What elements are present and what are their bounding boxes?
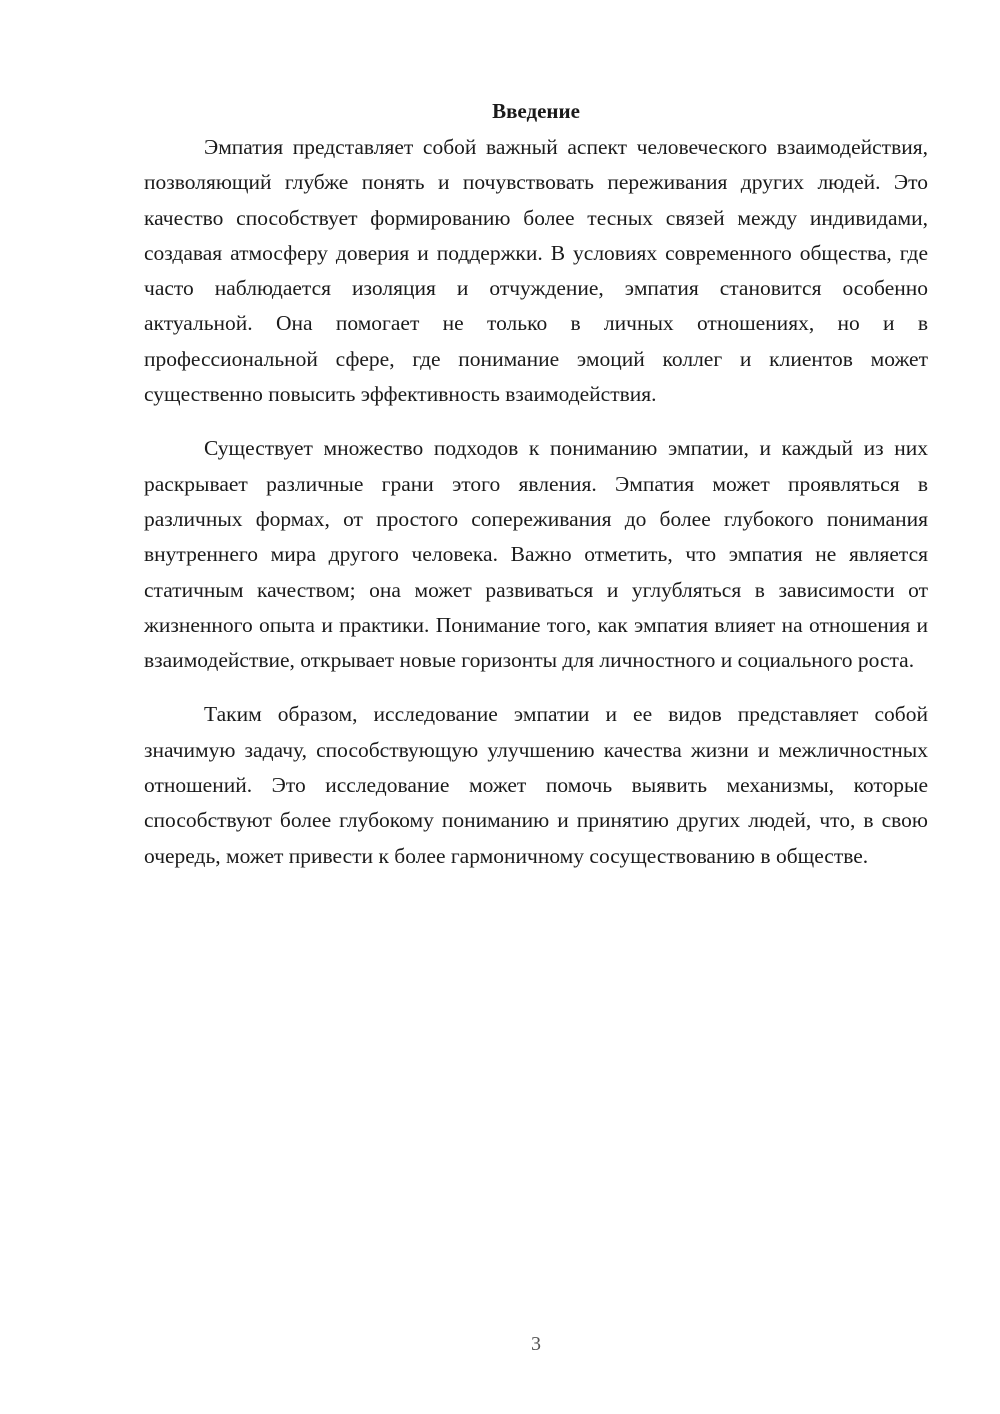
paragraph-3: Таким образом, исследование эмпатии и ее видов представляет собой значимую задачу, способствующую улучшению качества жизни и межличностных отношений. Это исследование может помочь выявить механизмы, которые способствуют более глубокому пониманию и принятию других людей, что, в свою очередь, может привести к более гармоничному сосуществованию в обществе. bbox=[144, 702, 928, 868]
section-heading: Введение bbox=[492, 99, 580, 123]
paragraph-1: Эмпатия представляет собой важный аспект человеческого взаимодействия, позволяющий глубже понять и почувствовать переживания других людей. Это качество способствует формированию более тесных связей между индивидами, создавая атмосферу доверия и поддержки. В условиях современного общества, где часто наблюдается изоляция и отчуждение, эмпатия становится особенно актуальной. Она помогает не только в личных отношениях, но и в профессиональной сфере, где понимание эмоций коллег и клиентов может существенно повысить эффективность взаимодействия. bbox=[144, 135, 928, 407]
page-content bbox=[144, 96, 928, 893]
page-number: 3 bbox=[531, 1333, 541, 1355]
paragraph-2: Существует множество подходов к пониманию эмпатии, и каждый из них раскрывает различные грани этого явления. Эмпатия может проявляться в различных формах, от простого сопереживания до более глубокого понимания внутреннего мира другого человека. Важно отметить, что эмпатия не является статичным качеством; она может развиваться и углубляться в зависимости от жизненного опыта и практики. Понимание того, как эмпатия влияет на отношения и взаимодействие, открывает новые горизонты для личностного и социального роста. bbox=[144, 436, 928, 673]
